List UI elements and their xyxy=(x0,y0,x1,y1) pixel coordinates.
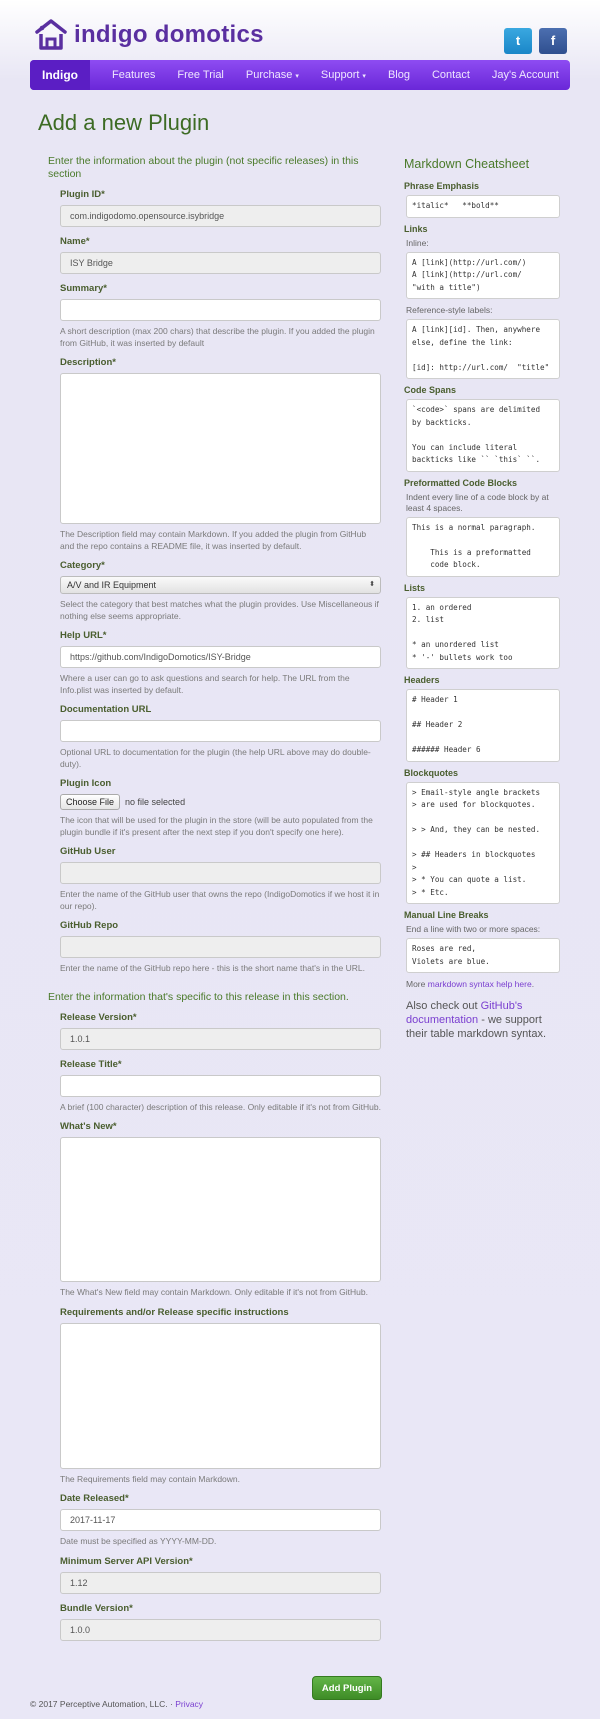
choose-file-button[interactable]: Choose File xyxy=(60,794,120,810)
category-value: A/V and IR Equipment xyxy=(67,580,157,590)
plugin-form xyxy=(48,155,383,1641)
release-version-input[interactable]: 1.0.1 xyxy=(60,1028,381,1050)
lists-code: 1. an ordered 2. list * an unordered list * '-' bullets work too xyxy=(406,597,560,670)
code-spans-code: `<code>` spans are delimited by backticks. You can include literal backticks like `` `this` ``. xyxy=(406,399,560,472)
file-status: no file selected xyxy=(125,797,186,807)
line-breaks-desc: End a line with two or more spaces: xyxy=(406,924,541,934)
min-server-api-input[interactable]: 1.12 xyxy=(60,1572,381,1594)
requirements-field xyxy=(60,1307,381,1486)
line-breaks-code: Roses are red, Violets are blue. xyxy=(406,938,560,973)
documentation-url-field xyxy=(60,704,381,770)
nav-support[interactable] xyxy=(310,69,377,81)
add-plugin-button[interactable]: Add Plugin xyxy=(312,1676,382,1700)
preformatted-title: Preformatted Code Blocks xyxy=(404,477,518,488)
help-url-label: Help URL* xyxy=(60,630,107,641)
description-field xyxy=(60,357,381,552)
name-input[interactable]: ISY Bridge xyxy=(60,252,381,274)
summary-field xyxy=(60,283,381,349)
github-user-label: GitHub User xyxy=(60,846,116,857)
github-user-field xyxy=(60,846,381,912)
description-textarea[interactable] xyxy=(60,373,381,524)
github-user-help: Enter the name of the GitHub user that owns the repo (IndigoDomotics if we host it in our repo). xyxy=(60,889,380,911)
markdown-help-link[interactable]: markdown syntax help here xyxy=(427,979,532,989)
github-user-input[interactable] xyxy=(60,862,381,884)
plugin-id-field xyxy=(60,189,381,227)
file-picker xyxy=(60,794,381,810)
preformatted-code: This is a normal paragraph. This is a preformatted code block. xyxy=(406,517,560,577)
twitter-icon: t xyxy=(515,33,521,48)
facebook-icon: f xyxy=(550,33,556,48)
more-prefix: More xyxy=(406,979,428,989)
nav-account[interactable]: Jay's Account xyxy=(491,69,559,81)
blockquotes-code: > Email-style angle brackets > are used for blockquotes. > > And, they can be nested. > ## Headers in blockquotes > > * You can quote a list. > * Etc. xyxy=(406,782,560,905)
requirements-help: The Requirements field may contain Markdown. xyxy=(60,1473,240,1484)
footer xyxy=(30,1699,203,1709)
blockquotes-title: Blockquotes xyxy=(404,767,459,778)
house-logo-icon xyxy=(34,18,68,52)
summary-label: Summary* xyxy=(60,283,107,294)
help-url-help: Where a user can go to ask questions and search for help. The URL from the Info.plist was inserted by default. xyxy=(60,673,350,695)
nav-purchase[interactable] xyxy=(235,69,310,81)
plugin-icon-help: The icon that will be used for the plugin in the store (will be auto populated from the plugin bundle if it's present after the next step if you don't specify one here). xyxy=(60,815,373,837)
also-prefix: Also check out xyxy=(406,1000,481,1012)
bundle-version-field xyxy=(60,1603,381,1641)
chevron-down-icon: ▾ xyxy=(295,73,299,80)
github-docs-link[interactable]: GitHub's documentation xyxy=(406,1000,523,1026)
date-released-help: Date must be specified as YYYY-MM-DD. xyxy=(60,1536,217,1546)
privacy-link[interactable]: Privacy xyxy=(175,1699,204,1709)
date-released-field xyxy=(60,1493,381,1548)
category-select[interactable] xyxy=(60,576,381,594)
date-released-input[interactable]: 2017-11-17 xyxy=(60,1509,381,1531)
markdown-cheatsheet xyxy=(404,155,560,1041)
help-url-field xyxy=(60,630,381,696)
whats-new-textarea[interactable] xyxy=(60,1137,381,1282)
name-label: Name* xyxy=(60,236,90,247)
release-title-input[interactable] xyxy=(60,1075,381,1097)
nav-features[interactable]: Features xyxy=(112,69,156,81)
facebook-button[interactable] xyxy=(539,28,567,54)
select-arrows-icon: ⬍ xyxy=(369,581,375,588)
main-navbar xyxy=(30,60,570,90)
twitter-button[interactable] xyxy=(504,28,532,54)
bundle-version-label: Bundle Version* xyxy=(60,1602,133,1614)
nav-brand[interactable]: Indigo xyxy=(30,60,90,90)
phrase-emphasis-code: *italic* **bold** xyxy=(406,195,560,218)
more-suffix: . xyxy=(531,979,535,989)
nav-blog[interactable]: Blog xyxy=(387,69,410,81)
nav-support-label: Support xyxy=(320,69,360,81)
logo-text: indigo domotics xyxy=(74,21,264,48)
links-inline-label: Inline: xyxy=(406,237,429,248)
lists-title: Lists xyxy=(404,582,426,593)
summary-help: A short description (max 200 chars) that describe the plugin. If you added the plugin from GitHub, it was inserted by default xyxy=(60,326,375,348)
cheatsheet-title: Markdown Cheatsheet xyxy=(404,157,530,171)
links-inline-code: A [link](http://url.com/) A [link](http://url.com/ "with a title") xyxy=(406,252,560,300)
plugin-section-heading: Enter the information about the plugin (not specific releases) in this section xyxy=(48,155,359,180)
name-field xyxy=(60,236,381,274)
headers-code: # Header 1 ## Header 2 ###### Header 6 xyxy=(406,689,560,762)
release-title-label: Release Title* xyxy=(60,1058,122,1070)
requirements-label: Requirements and/or Release specific instructions xyxy=(60,1306,289,1318)
code-spans-title: Code Spans xyxy=(404,385,457,395)
github-repo-label: GitHub Repo xyxy=(60,920,119,931)
release-title-help: A brief (100 character) description of this release. Only editable if it's not from GitHub. xyxy=(60,1101,381,1112)
nav-contact[interactable]: Contact xyxy=(431,69,470,81)
release-version-label: Release Version* xyxy=(60,1011,137,1023)
also-suffix: - we support their table markdown syntax. xyxy=(406,1014,547,1040)
links-ref-code: A [link][id]. Then, anywhere else, define the link: [id]: http://url.com/ "title" xyxy=(406,319,560,379)
category-help: Select the category that best matches what the plugin provides. Use Miscellaneous if nothing else seems appropriate. xyxy=(60,599,379,621)
date-released-label: Date Released* xyxy=(60,1493,129,1504)
plugin-icon-label: Plugin Icon xyxy=(60,778,112,789)
help-url-input[interactable]: https://github.com/IndigoDomotics/ISY-Bridge xyxy=(60,646,381,668)
bundle-version-input[interactable]: 1.0.0 xyxy=(60,1619,381,1641)
min-server-api-label: Minimum Server API Version* xyxy=(60,1555,193,1567)
plugin-id-input[interactable]: com.indigodomo.opensource.isybridge xyxy=(60,205,381,227)
github-repo-help: Enter the name of the GitHub repo here - this is the short name that's in the URL. xyxy=(60,963,365,973)
release-title-field xyxy=(60,1059,381,1114)
requirements-textarea[interactable] xyxy=(60,1323,381,1469)
github-repo-input[interactable] xyxy=(60,936,381,958)
plugin-icon-field xyxy=(60,778,381,838)
nav-free-trial[interactable]: Free Trial xyxy=(177,69,224,81)
copyright-text: © 2017 Perceptive Automation, LLC. · xyxy=(30,1699,176,1709)
documentation-url-label: Documentation URL xyxy=(60,704,152,715)
links-ref-label: Reference-style labels: xyxy=(406,305,493,315)
documentation-url-input[interactable] xyxy=(60,720,381,742)
site-logo[interactable] xyxy=(34,16,264,54)
headers-title: Headers xyxy=(404,675,440,685)
github-docs-note xyxy=(406,999,560,1041)
nav-purchase-label: Purchase xyxy=(245,69,293,81)
description-label: Description* xyxy=(60,357,116,368)
description-help: The Description field may contain Markdown. If you added the plugin from GitHub and the repo contains a README file, it was inserted by default. xyxy=(60,529,367,551)
chevron-down-icon: ▾ xyxy=(362,73,366,80)
documentation-url-help: Optional URL to documentation for the plugin (the help URL above may do double-duty). xyxy=(60,747,371,769)
github-repo-field xyxy=(60,920,381,975)
release-version-field xyxy=(60,1012,381,1050)
more-help-text xyxy=(406,979,560,989)
plugin-id-label: Plugin ID* xyxy=(60,189,105,200)
whats-new-label: What's New* xyxy=(60,1121,117,1132)
phrase-emphasis-title: Phrase Emphasis xyxy=(404,181,480,191)
links-title: Links xyxy=(404,223,428,234)
whats-new-help: The What's New field may contain Markdown. Only editable if it's not from GitHub. xyxy=(60,1287,368,1297)
release-section-heading: Enter the information that's specific to this release in this section. xyxy=(48,990,349,1003)
summary-input[interactable] xyxy=(60,299,381,321)
preformatted-desc: Indent every line of a code block by at least 4 spaces. xyxy=(406,491,549,513)
page-title: Add a new Plugin xyxy=(38,110,210,135)
min-server-api-field xyxy=(60,1556,381,1594)
line-breaks-title: Manual Line Breaks xyxy=(404,910,489,920)
category-label: Category* xyxy=(60,560,105,571)
category-field xyxy=(60,560,381,622)
whats-new-field xyxy=(60,1121,381,1299)
